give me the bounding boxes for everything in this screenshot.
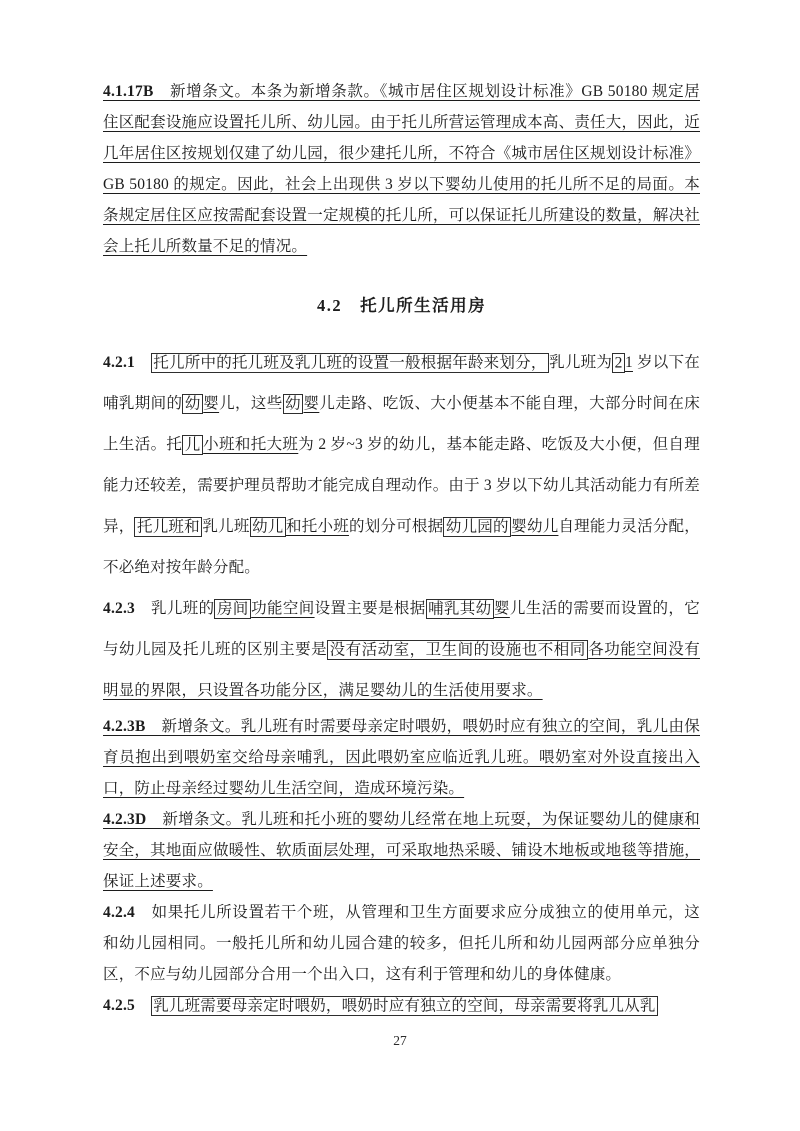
text-run: 的划分可根据 xyxy=(348,518,444,535)
text-run: 4.2.5 xyxy=(103,997,151,1014)
clause-4-2-3B xyxy=(103,711,700,804)
deleted-text-run: 儿 xyxy=(182,435,203,455)
deleted-text-run: 没有活动室，卫生间的设施也不相同 xyxy=(327,640,588,660)
inserted-text-run: 婴幼儿 xyxy=(511,518,559,535)
inserted-text-run: 1 xyxy=(625,354,633,371)
text-run: 乳儿班 xyxy=(202,518,250,535)
section-heading: 4.2 托儿所生活用房 xyxy=(316,296,487,315)
page-number: 27 xyxy=(393,1033,407,1048)
text-run: 如果托儿所设置若干个班，从管理和卫生方面要求应分成独立的使用单元，这和幼儿园相同。一般托儿所和幼儿园合建的较多，但托儿所和幼儿园两部分应单独分区，不应与幼儿园部分合用一个出入口，这有利于管理和幼儿的身体健康。 xyxy=(103,904,700,983)
clause-4-2-4 xyxy=(103,897,700,990)
inserted-text-run: 新增条文。乳儿班有时需要母亲定时喂奶，喂奶时应有独立的空间，乳儿由保育员抱出到喂奶室交给母亲哺乳，因此喂奶室应临近乳儿班。喂奶室对外设直接出入口，防止母亲经过婴幼儿生活空间，造成环境污染。 xyxy=(103,718,700,797)
text-run: 岁以下在哺乳期间的 xyxy=(103,354,700,412)
inserted-text-run: 4.2.3D xyxy=(103,811,163,828)
deleted-text-run: 2 xyxy=(612,353,625,373)
clause-4-2-1 xyxy=(103,342,700,588)
text-run: 设置主要是根据 xyxy=(314,600,426,617)
inserted-text-run: 各功能空间没有明显的界限，只设置各功能分区，满足婴幼儿的生活使用要求。 xyxy=(103,641,700,699)
deleted-text-run: 幼儿 xyxy=(250,517,286,537)
deleted-text-run: 幼 xyxy=(283,394,304,414)
inserted-text-run: 婴 xyxy=(494,600,510,617)
deleted-text-run: 乳儿班需要母亲定时喂奶，喂奶时应有独立的空间，母亲需要将乳儿从乳 xyxy=(151,996,658,1016)
inserted-text-run: 小班和托大班 xyxy=(203,436,299,453)
deleted-text-run: 幼儿园的 xyxy=(443,517,511,537)
inserted-text-run: 功能空间 xyxy=(251,600,315,617)
text-run: 4.2.4 xyxy=(103,904,152,921)
deleted-text-run: 托儿所中的托儿班及乳儿班的设置一般根据年龄来划分， xyxy=(151,353,549,373)
inserted-text-run: 婴 xyxy=(203,395,220,412)
deleted-text-run: 房间 xyxy=(214,599,251,619)
text-run: 为 2 岁~3 岁的幼儿，基本能走路、吃饭及大小便，但自理能力还较差，需要护理员帮助才能完成自理动作。由于 3 岁以下幼儿其活动能力有所差异， xyxy=(103,436,701,535)
text-run: 4.2.1 xyxy=(103,354,151,371)
text-run: 4.2.3 xyxy=(103,600,152,617)
inserted-text-run: 新增条文。本条为新增条款。《城市居住区规划设计标准》GB 50180 规定居住区配套设施应设置托儿所、幼儿园。由于托儿所营运管理成本高、责任大，因此，近几年居住区按规划仅建了幼儿园，很少建托儿所，不符合《城市居住区规划设计标准》GB 50180 的规定。因此，社会上出现供 3 岁以下婴幼儿使用的托儿所不足的局面。本条规定居住区应按需配套设置一定规模的托儿所，可以保证托儿所建设的数量，解决社会上托儿所数量不足的情况。 xyxy=(103,83,700,255)
clause-4-2-3D xyxy=(103,804,700,897)
text-run: 自理能力灵活分配，不必绝对按年龄分配。 xyxy=(103,518,700,576)
text-run: 乳儿班的 xyxy=(151,600,215,617)
inserted-text-run: 4.1.17B xyxy=(103,83,171,100)
text-run: 儿走路、吃饭、大小便基本不能自理，大部分时间在床上生活。托 xyxy=(103,395,700,453)
inserted-text-run: 婴 xyxy=(303,395,320,412)
text-run: 儿，这些 xyxy=(219,395,283,412)
inserted-text-run: 和托小班 xyxy=(286,518,349,535)
deleted-text-run: 哺乳其幼 xyxy=(426,599,494,619)
deleted-text-run: 托儿班和 xyxy=(134,517,202,537)
deleted-text-run: 幼 xyxy=(182,394,203,414)
text-run: 儿生活的需要而设置的，它与幼儿园及托儿班的区别主要是 xyxy=(103,600,700,658)
clause-4-2-3 xyxy=(103,588,700,711)
inserted-text-run: 新增条文。乳儿班和托小班的婴幼儿经常在地上玩耍，为保证婴幼儿的健康和安全，其地面应做暖性、软质面层处理，可采取地热采暖、铺设木地板或地毯等措施，保证上述要求。 xyxy=(103,811,700,890)
clause-4-1-17B xyxy=(103,76,700,262)
text-run: 乳儿班为 xyxy=(549,354,613,371)
inserted-text-run: 4.2.3B xyxy=(103,718,162,735)
clause-4-2-5 xyxy=(103,990,700,1021)
